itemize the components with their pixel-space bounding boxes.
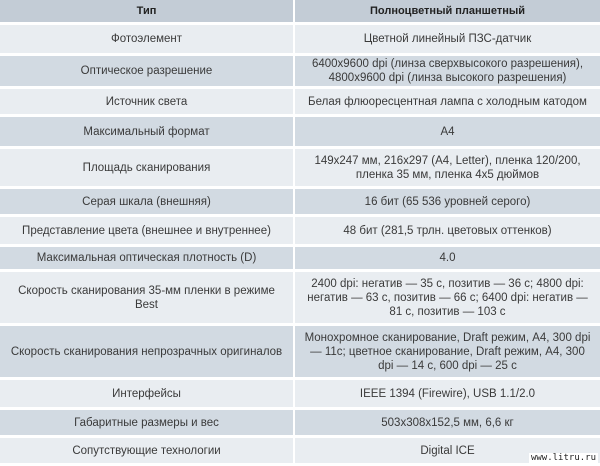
row-key: Габаритные размеры и вес (0, 409, 294, 437)
row-key: Представление цвета (внешнее и внутреннее) (0, 216, 294, 246)
table-row (0, 148, 600, 188)
table-row (0, 55, 600, 88)
table-row (0, 24, 600, 55)
watermark: www.litru.ru (530, 453, 596, 463)
row-key: Фотоэлемент (0, 24, 294, 55)
row-value: A4 (294, 116, 600, 148)
table-row (0, 437, 600, 465)
row-value: 4.0 (294, 246, 600, 271)
row-key: Скорость сканирования 35-мм пленки в режиме Best (0, 271, 294, 325)
row-value: Монохромное сканирование, Draft режим, A4, 300 dpi — 11с; цветное сканирование, Draft режим, A4, 300 dpi — 14 с, 600 dpi — 25 с (294, 325, 600, 379)
table-row (0, 116, 600, 148)
table-row (0, 325, 600, 379)
row-value: 16 бит (65 536 уровней серого) (294, 188, 600, 216)
row-key: Скорость сканирования непрозрачных оригиналов (0, 325, 294, 379)
row-value: 503x308x152,5 мм, 6,6 кг (294, 409, 600, 437)
row-key: Источник света (0, 88, 294, 116)
row-value: Цветной линейный ПЗС-датчик (294, 24, 600, 55)
row-value: 48 бит (281,5 трлн. цветовых оттенков) (294, 216, 600, 246)
row-key: Серая шкала (внешняя) (0, 188, 294, 216)
row-value: Digital ICE (294, 437, 600, 465)
table-row (0, 88, 600, 116)
row-value: 2400 dpi: негатив — 35 с, позитив — 36 с; 4800 dpi: негатив — 63 с, позитив — 66 с; 6400 dpi: негатив — 81 с, позитив — 103 с (294, 271, 600, 325)
row-key: Максимальный формат (0, 116, 294, 148)
header-key: Тип (0, 0, 294, 24)
row-value: Белая флюоресцентная лампа с холодным катодом (294, 88, 600, 116)
row-value: 6400x9600 dpi (линза сверхвысокого разрешения), 4800x9600 dpi (линза высокого разрешения) (294, 55, 600, 88)
row-value: 149x247 мм, 216x297 (A4, Letter), пленка 120/200, пленка 35 мм, пленка 4x5 дюймов (294, 148, 600, 188)
row-value: IEEE 1394 (Firewire), USB 1.1/2.0 (294, 379, 600, 409)
header-value: Полноцветный планшетный (294, 0, 600, 24)
table-row (0, 188, 600, 216)
row-key: Максимальная оптическая плотность (D) (0, 246, 294, 271)
row-key: Площадь сканирования (0, 148, 294, 188)
row-key: Сопутствующие технологии (0, 437, 294, 465)
table-row (0, 271, 600, 325)
table-header (0, 0, 600, 24)
table-row (0, 216, 600, 246)
row-key: Оптическое разрешение (0, 55, 294, 88)
row-key: Интерфейсы (0, 379, 294, 409)
table-row (0, 379, 600, 409)
table-row (0, 246, 600, 271)
table-row (0, 409, 600, 437)
